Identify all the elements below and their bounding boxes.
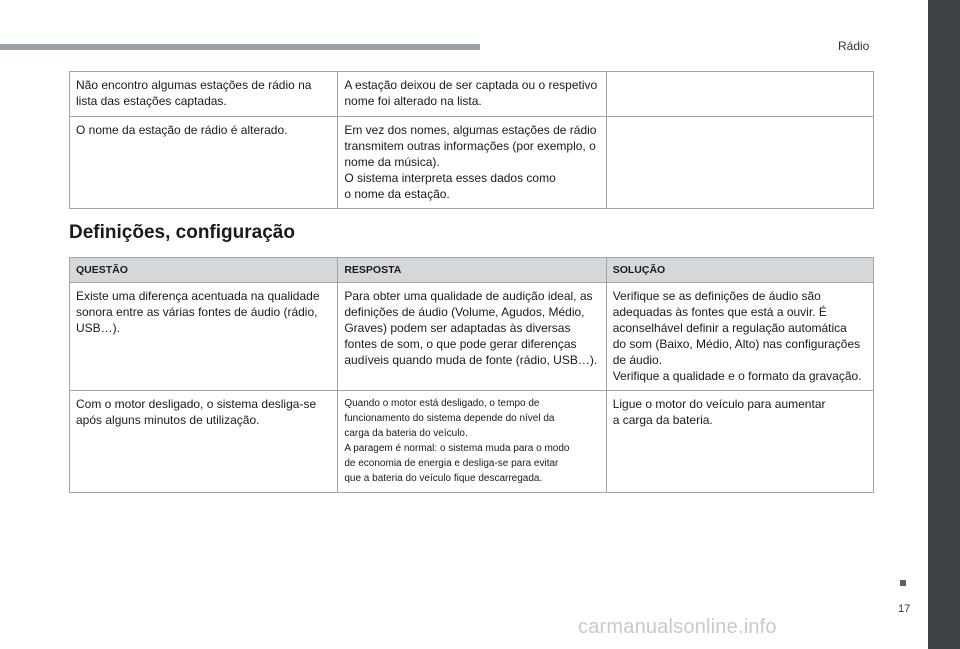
cell-line: funcionamento do sistema depende do nível da xyxy=(344,413,555,424)
side-strip xyxy=(928,0,960,649)
table-header-row xyxy=(70,258,874,283)
solution-cell xyxy=(606,117,873,209)
cell-line: Não encontro algumas estações de rádio na xyxy=(76,78,312,92)
issue-cell xyxy=(70,283,338,391)
solution-cell xyxy=(606,283,873,391)
watermark: carmanualsonline.info xyxy=(578,616,777,638)
issue-cell xyxy=(70,391,338,493)
table-row xyxy=(70,72,874,117)
column-header-answer: RESPOSTA xyxy=(338,258,606,283)
cell-line: fontes de som, o que pode gerar diferenças xyxy=(344,337,577,351)
page-marker xyxy=(900,580,906,586)
cell-line: Ligue o motor do veículo para aumentar xyxy=(612,397,826,411)
cell-line: Com o motor desligado, o sistema desliga-se xyxy=(76,397,317,411)
cell-line: Em vez dos nomes, algumas estações de rádio xyxy=(344,123,597,137)
answer-cell xyxy=(338,391,606,493)
solution-cell xyxy=(606,391,873,493)
cell-line: aconselhável definir a regulação automática xyxy=(612,321,847,335)
table-row xyxy=(70,391,874,493)
cell-line: sonora entre as várias fontes de áudio (rádio, xyxy=(76,305,318,319)
cell-line: adequadas às fontes que está a ouvir. É xyxy=(612,305,827,319)
cell-line: após alguns minutos de utilização. xyxy=(76,413,260,427)
cell-line: Para obter uma qualidade de audição ideal, as xyxy=(344,289,593,303)
cell-line: o nome da estação. xyxy=(344,187,450,201)
answer-cell xyxy=(338,72,606,117)
cell-line: a carga da bateria. xyxy=(612,413,713,427)
answer-cell xyxy=(338,117,606,209)
section-label: Rádio xyxy=(838,39,870,53)
cell-line: Verifique a qualidade e o formato da gravação. xyxy=(612,369,862,383)
issue-cell xyxy=(70,72,338,117)
cell-line: O sistema interpreta esses dados como xyxy=(344,171,556,185)
cell-line: lista das estações captadas. xyxy=(76,94,227,108)
cell-line: de economia de energia e desliga-se para evitar xyxy=(344,458,559,469)
cell-line: carga da bateria do veículo. xyxy=(344,428,468,439)
header-rule xyxy=(0,44,480,50)
cell-line: Quando o motor está desligado, o tempo de xyxy=(344,398,540,409)
issue-cell xyxy=(70,117,338,209)
cell-line: nome da música). xyxy=(344,155,440,169)
cell-line: de áudio. xyxy=(612,353,663,367)
page-number: 17 xyxy=(898,603,911,615)
cell-line: transmitem outras informações (por exemplo, o xyxy=(344,139,596,153)
cell-line: A estação deixou de ser captada ou o respetivo xyxy=(344,78,598,92)
radio-stations-table xyxy=(69,71,874,209)
cell-line: do som (Baixo, Médio, Alto) nas configurações xyxy=(612,337,861,351)
cell-line: definições de áudio (Volume, Agudos, Médio, xyxy=(344,305,585,319)
settings-table xyxy=(69,257,874,493)
solution-cell xyxy=(606,72,873,117)
cell-line: audíveis quando muda de fonte (rádio, USB…). xyxy=(344,353,598,367)
cell-line: Verifique se as definições de áudio são xyxy=(612,289,821,303)
cell-line: Existe uma diferença acentuada na qualidade xyxy=(76,289,320,303)
table-row xyxy=(70,283,874,391)
section-title: Definições, configuração xyxy=(69,222,295,243)
cell-line: A paragem é normal: o sistema muda para o modo xyxy=(344,443,570,454)
cell-line: que a bateria do veículo fique descarregada. xyxy=(344,473,543,484)
table-row xyxy=(70,117,874,209)
cell-line: USB…). xyxy=(76,321,121,335)
cell-line: O nome da estação de rádio é alterado. xyxy=(76,123,288,137)
answer-cell xyxy=(338,283,606,391)
cell-line: Graves) podem ser adaptadas às diversas xyxy=(344,321,571,335)
column-header-solution: SOLUÇÃO xyxy=(606,258,873,283)
cell-line: nome foi alterado na lista. xyxy=(344,94,482,108)
column-header-question: QUESTÃO xyxy=(70,258,338,283)
